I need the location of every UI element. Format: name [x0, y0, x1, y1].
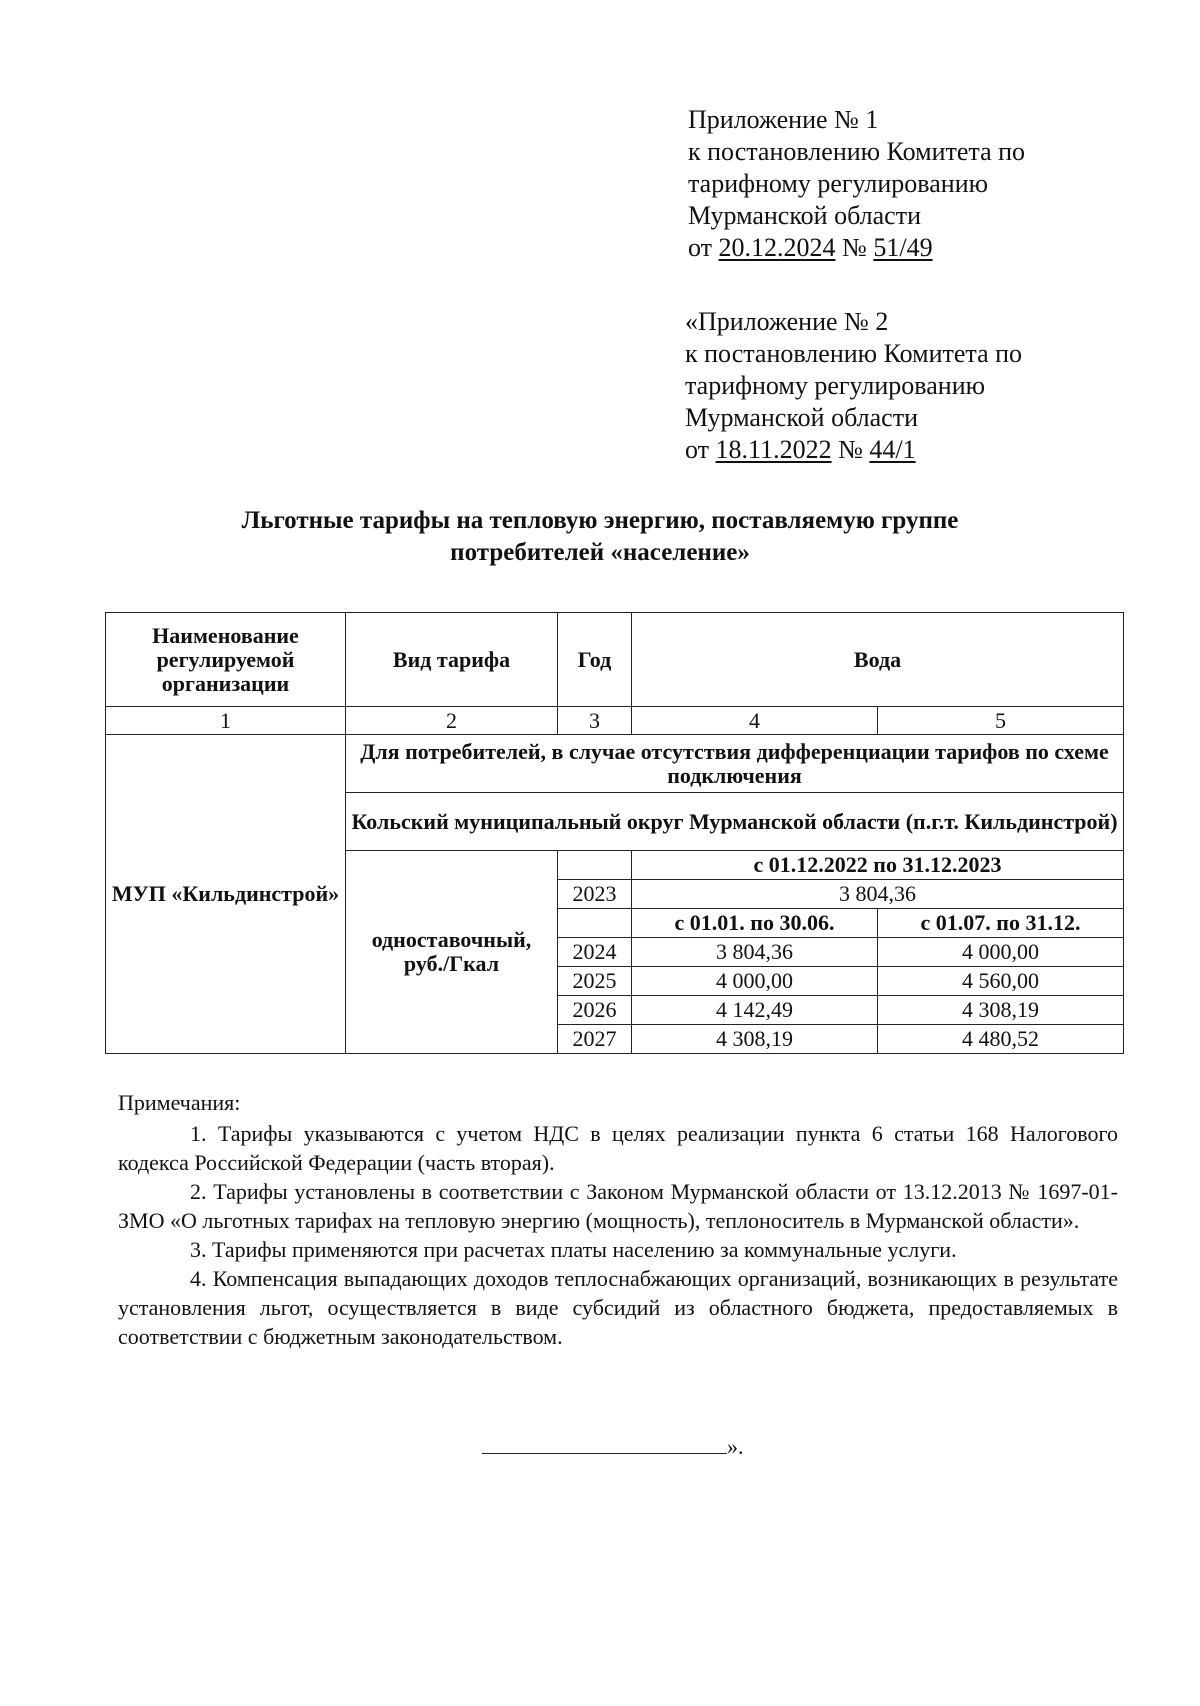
- appendix-1-number: 51/49: [873, 233, 933, 262]
- appendix-1-line2: к постановлению Комитета по: [688, 137, 1026, 166]
- header-org: Наименование регулируемой организации: [106, 613, 346, 707]
- appendix-2-line1: «Приложение № 2: [685, 307, 889, 336]
- appendix-2-date-prefix: от: [685, 435, 716, 464]
- col-number-1: 1: [106, 707, 346, 735]
- header-water: Вода: [632, 613, 1124, 707]
- half2-value: 4 000,00: [878, 938, 1124, 967]
- tariff-table: [105, 612, 1124, 1054]
- period-2023-empty: [558, 851, 632, 880]
- title-line2: потребителей «население»: [450, 539, 750, 566]
- year-cell: 2025: [558, 967, 632, 996]
- appendix-2-line4: Мурманской области: [685, 403, 918, 432]
- half1-value: 4 142,49: [632, 996, 878, 1025]
- half2-value: 4 560,00: [878, 967, 1124, 996]
- half-labels-empty: [558, 909, 632, 938]
- section-area: Кольский муниципальный округ Мурманской области (п.г.т. Кильдинстрой): [346, 793, 1124, 851]
- appendix-1-date-line: [688, 232, 1128, 264]
- appendix-1-line4: Мурманской области: [688, 201, 921, 230]
- col-number-2: 2: [346, 707, 558, 735]
- appendix-1-header: [688, 104, 1128, 264]
- document-title: [120, 505, 1080, 569]
- organization-cell: МУП «Кильдинстрой»: [106, 735, 346, 1054]
- section-consumers: Для потребителей, в случае отсутствия дифференциации тарифов по схеме подключения: [346, 735, 1124, 793]
- notes-section: [118, 1088, 1118, 1351]
- section-consumers-row: [106, 735, 1124, 793]
- closing-quote: ».: [727, 1434, 744, 1459]
- header-year: Год: [558, 613, 632, 707]
- note-item-3: 3. Тарифы применяются при расчетах платы населению за коммунальные услуги.: [190, 1237, 957, 1262]
- appendix-2-header: [685, 306, 1125, 466]
- year-2023: 2023: [558, 880, 632, 909]
- col-number-5: 5: [878, 707, 1124, 735]
- appendix-1-number-prefix: №: [835, 233, 874, 262]
- year-cell: 2027: [558, 1025, 632, 1054]
- note-item-2: 2. Тарифы установлены в соответствии с Законом Мурманской области от 13.12.2013 № 1697-01-ЗМО «О льготных тарифах на тепловую энергию (мощность), теплоноситель в Мурманской области».: [118, 1179, 1118, 1233]
- col-number-4: 4: [632, 707, 878, 735]
- value-2023: 3 804,36: [632, 880, 1124, 909]
- notes-heading: Примечания:: [118, 1090, 241, 1115]
- appendix-2-line3: тарифному регулированию: [685, 371, 986, 400]
- half1-value: 3 804,36: [632, 938, 878, 967]
- tariff-kind-cell: одноставочный, руб./Гкал: [346, 851, 558, 1054]
- appendix-2-number: 44/1: [869, 435, 916, 464]
- table-header-row: [106, 613, 1124, 707]
- col-number-3: 3: [558, 707, 632, 735]
- half2-value: 4 480,52: [878, 1025, 1124, 1054]
- title-line1: Льготные тарифы на тепловую энергию, поставляемую группе: [241, 507, 959, 534]
- note-item-1: 1. Тарифы указываются с учетом НДС в целях реализации пункта 6 статьи 168 Налогового кодекса Российской Федерации (часть вторая).: [118, 1121, 1118, 1175]
- appendix-1-line3: тарифному регулированию: [688, 169, 989, 198]
- year-cell: 2024: [558, 938, 632, 967]
- column-numbers-row: [106, 707, 1124, 735]
- note-item-4: 4. Компенсация выпадающих доходов теплоснабжающих организаций, возникающих в результате установления льгот, осуществляется в виде субсидий из областного бюджета, предоставляемых в соответствии с бюджетным законодательством.: [118, 1266, 1118, 1349]
- closing-line: [482, 1433, 727, 1454]
- period-2023: с 01.12.2022 по 31.12.2023: [632, 851, 1124, 880]
- half2-value: 4 308,19: [878, 996, 1124, 1025]
- year-cell: 2026: [558, 996, 632, 1025]
- appendix-1-date-prefix: от: [688, 233, 719, 262]
- appendix-2-date-line: [685, 434, 1125, 466]
- appendix-2-line2: к постановлению Комитета по: [685, 339, 1023, 368]
- appendix-1-date: 20.12.2024: [718, 233, 836, 262]
- appendix-2-date: 18.11.2022: [715, 435, 832, 464]
- header-tariff-type: Вид тарифа: [346, 613, 558, 707]
- half1-value: 4 308,19: [632, 1025, 878, 1054]
- appendix-2-number-prefix: №: [831, 435, 870, 464]
- half2-label: с 01.07. по 31.12.: [878, 909, 1124, 938]
- closing-mark: [482, 1432, 744, 1462]
- appendix-1-line1: Приложение № 1: [688, 105, 879, 134]
- half1-value: 4 000,00: [632, 967, 878, 996]
- half1-label: с 01.01. по 30.06.: [632, 909, 878, 938]
